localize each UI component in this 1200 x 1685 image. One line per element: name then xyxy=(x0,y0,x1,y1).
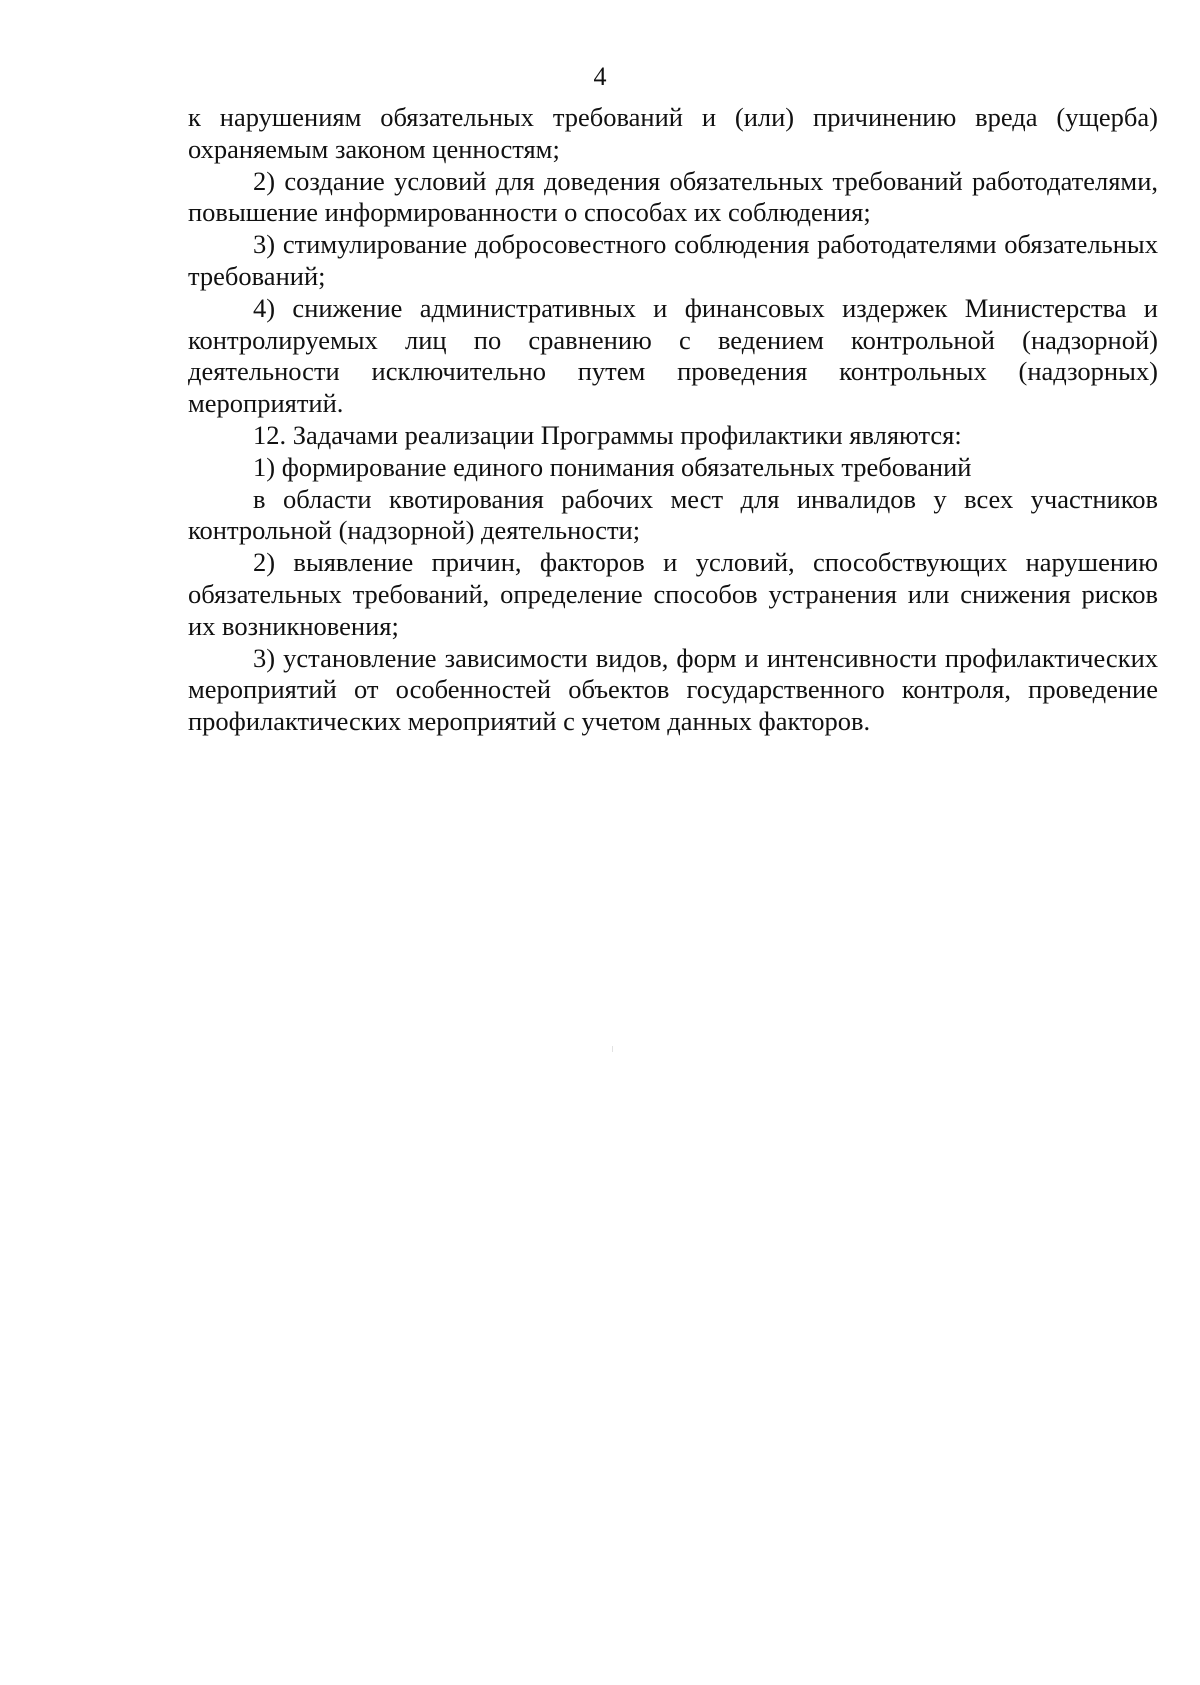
task-item-3: 3) установление зависимости видов, форм и интенсивности профилактических мероприятий от особенностей объектов государственного контроля, проведение профилактических мероприятий с учетом данных факторов. xyxy=(188,642,1158,737)
page-number: 4 xyxy=(593,62,607,91)
task-item-2: 2) выявление причин, факторов и условий, способствующих нарушению обязательных требований, определение способов устранения или снижения рисков их возникновения; xyxy=(188,547,1158,641)
scan-artifact xyxy=(612,1046,613,1052)
task-item-1: 1) формирование единого понимания обязательных требований xyxy=(253,451,972,482)
list-item-3: 3) стимулирование добросовестного соблюдения работодателями обязательных требований; xyxy=(188,229,1158,291)
list-item-2: 2) создание условий для доведения обязательных требований работодателями, повышение информированности о способах их соблюдения; xyxy=(188,165,1158,228)
document-body xyxy=(188,102,1158,738)
list-item-4: 4) снижение административных и финансовых издержек Министерства и контролируемых лиц по сравнению с ведением контрольной (надзорной) деятельности исключительно путем проведения контрольных (надзорных) мероприятий. xyxy=(188,292,1158,419)
task-item-1-continuation: в области квотирования рабочих мест для инвалидов у всех участников контрольной (надзорной) деятельности; xyxy=(188,483,1158,546)
paragraph-continuation: к нарушениям обязательных требований и (или) причинению вреда (ущерба) охраняемым законом ценностям; xyxy=(188,102,1158,164)
section-12-heading: 12. Задачами реализации Программы профилактики являются: xyxy=(253,419,962,450)
